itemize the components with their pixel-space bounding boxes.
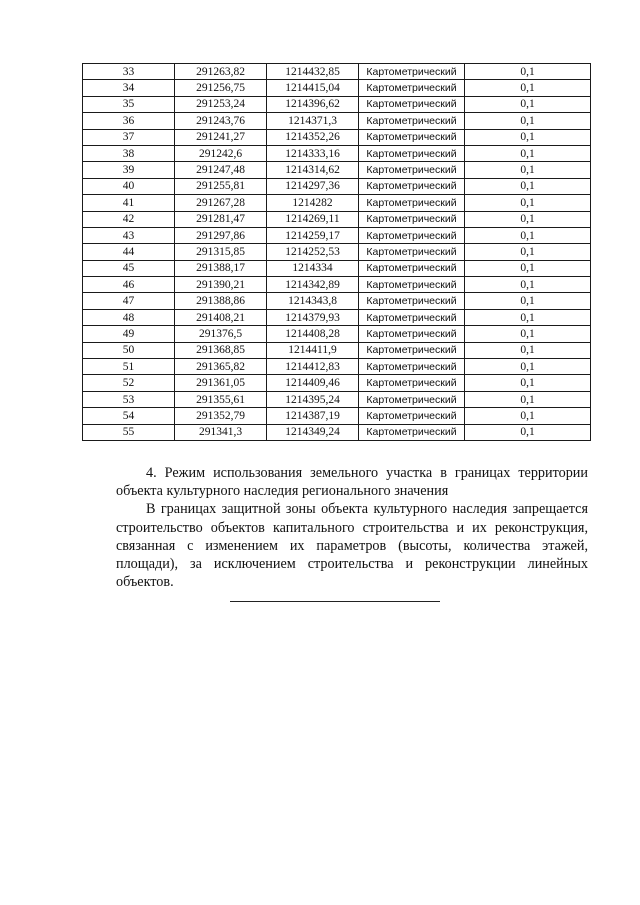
table-row <box>83 162 591 178</box>
table-row <box>83 326 591 342</box>
precision-cell: 0,1 <box>465 227 591 243</box>
point-number-cell: 48 <box>83 309 175 325</box>
y-coordinate-cell: 1214334 <box>267 260 359 276</box>
method-cell: Картометрический <box>359 64 465 80</box>
table-row <box>83 260 591 276</box>
y-coordinate-cell: 1214352,26 <box>267 129 359 145</box>
coordinates-table <box>82 63 591 441</box>
precision-cell: 0,1 <box>465 162 591 178</box>
precision-cell: 0,1 <box>465 326 591 342</box>
table-row <box>83 227 591 243</box>
y-coordinate-cell: 1214432,85 <box>267 64 359 80</box>
method-cell: Картометрический <box>359 162 465 178</box>
table-row <box>83 145 591 161</box>
method-cell: Картометрический <box>359 178 465 194</box>
point-number-cell: 54 <box>83 408 175 424</box>
point-number-cell: 43 <box>83 227 175 243</box>
x-coordinate-cell: 291315,85 <box>175 244 267 260</box>
precision-cell: 0,1 <box>465 293 591 309</box>
method-cell: Картометрический <box>359 293 465 309</box>
method-cell: Картометрический <box>359 408 465 424</box>
x-coordinate-cell: 291361,05 <box>175 375 267 391</box>
method-cell: Картометрический <box>359 244 465 260</box>
y-coordinate-cell: 1214408,28 <box>267 326 359 342</box>
y-coordinate-cell: 1214412,83 <box>267 359 359 375</box>
method-cell: Картометрический <box>359 80 465 96</box>
point-number-cell: 52 <box>83 375 175 391</box>
precision-cell: 0,1 <box>465 80 591 96</box>
x-coordinate-cell: 291243,76 <box>175 113 267 129</box>
method-cell: Картометрический <box>359 342 465 358</box>
point-number-cell: 55 <box>83 424 175 440</box>
precision-cell: 0,1 <box>465 96 591 112</box>
point-number-cell: 37 <box>83 129 175 145</box>
table-row <box>83 178 591 194</box>
point-number-cell: 47 <box>83 293 175 309</box>
table-row <box>83 195 591 211</box>
point-number-cell: 51 <box>83 359 175 375</box>
table-row <box>83 375 591 391</box>
y-coordinate-cell: 1214342,89 <box>267 277 359 293</box>
method-cell: Картометрический <box>359 211 465 227</box>
x-coordinate-cell: 291352,79 <box>175 408 267 424</box>
method-cell: Картометрический <box>359 391 465 407</box>
table-row <box>83 129 591 145</box>
table-row <box>83 359 591 375</box>
method-cell: Картометрический <box>359 309 465 325</box>
precision-cell: 0,1 <box>465 64 591 80</box>
point-number-cell: 39 <box>83 162 175 178</box>
point-number-cell: 36 <box>83 113 175 129</box>
table-row <box>83 277 591 293</box>
y-coordinate-cell: 1214314,62 <box>267 162 359 178</box>
x-coordinate-cell: 291267,28 <box>175 195 267 211</box>
precision-cell: 0,1 <box>465 359 591 375</box>
y-coordinate-cell: 1214396,62 <box>267 96 359 112</box>
x-coordinate-cell: 291355,61 <box>175 391 267 407</box>
y-coordinate-cell: 1214379,93 <box>267 309 359 325</box>
table-row <box>83 211 591 227</box>
method-cell: Картометрический <box>359 195 465 211</box>
precision-cell: 0,1 <box>465 113 591 129</box>
x-coordinate-cell: 291388,86 <box>175 293 267 309</box>
table-row <box>83 64 591 80</box>
point-number-cell: 41 <box>83 195 175 211</box>
table-row <box>83 391 591 407</box>
table-row <box>83 408 591 424</box>
point-number-cell: 49 <box>83 326 175 342</box>
point-number-cell: 35 <box>83 96 175 112</box>
point-number-cell: 38 <box>83 145 175 161</box>
x-coordinate-cell: 291263,82 <box>175 64 267 80</box>
table-row <box>83 244 591 260</box>
y-coordinate-cell: 1214409,46 <box>267 375 359 391</box>
table-row <box>83 309 591 325</box>
precision-cell: 0,1 <box>465 408 591 424</box>
separator-line <box>230 601 440 602</box>
coordinates-table-body <box>83 64 591 441</box>
precision-cell: 0,1 <box>465 309 591 325</box>
point-number-cell: 33 <box>83 64 175 80</box>
x-coordinate-cell: 291408,21 <box>175 309 267 325</box>
table-row <box>83 96 591 112</box>
x-coordinate-cell: 291253,24 <box>175 96 267 112</box>
x-coordinate-cell: 291242,6 <box>175 145 267 161</box>
precision-cell: 0,1 <box>465 277 591 293</box>
section-text <box>116 464 588 591</box>
x-coordinate-cell: 291341,3 <box>175 424 267 440</box>
point-number-cell: 46 <box>83 277 175 293</box>
point-number-cell: 45 <box>83 260 175 276</box>
point-number-cell: 50 <box>83 342 175 358</box>
section-body: В границах защитной зоны объекта культурного наследия запрещается строительство объектов капитального строительства и их реконструкция, связанная с изменением их параметров (высоты, количества этажей, площади), за исключением строительства и реконструкции линейных объектов. <box>116 501 588 591</box>
method-cell: Картометрический <box>359 260 465 276</box>
method-cell: Картометрический <box>359 129 465 145</box>
table-row <box>83 113 591 129</box>
method-cell: Картометрический <box>359 326 465 342</box>
precision-cell: 0,1 <box>465 424 591 440</box>
table-row <box>83 342 591 358</box>
precision-cell: 0,1 <box>465 244 591 260</box>
point-number-cell: 40 <box>83 178 175 194</box>
method-cell: Картометрический <box>359 113 465 129</box>
point-number-cell: 44 <box>83 244 175 260</box>
y-coordinate-cell: 1214371,3 <box>267 113 359 129</box>
precision-cell: 0,1 <box>465 375 591 391</box>
y-coordinate-cell: 1214333,16 <box>267 145 359 161</box>
precision-cell: 0,1 <box>465 145 591 161</box>
section-heading: 4. Режим использования земельного участка в границах территории объекта культурного наследия регионального значения <box>116 465 588 500</box>
table-row <box>83 424 591 440</box>
precision-cell: 0,1 <box>465 260 591 276</box>
x-coordinate-cell: 291297,86 <box>175 227 267 243</box>
y-coordinate-cell: 1214269,11 <box>267 211 359 227</box>
x-coordinate-cell: 291390,21 <box>175 277 267 293</box>
method-cell: Картометрический <box>359 375 465 391</box>
x-coordinate-cell: 291255,81 <box>175 178 267 194</box>
y-coordinate-cell: 1214415,04 <box>267 80 359 96</box>
precision-cell: 0,1 <box>465 129 591 145</box>
x-coordinate-cell: 291388,17 <box>175 260 267 276</box>
table-row <box>83 80 591 96</box>
y-coordinate-cell: 1214343,8 <box>267 293 359 309</box>
x-coordinate-cell: 291368,85 <box>175 342 267 358</box>
x-coordinate-cell: 291247,48 <box>175 162 267 178</box>
y-coordinate-cell: 1214252,53 <box>267 244 359 260</box>
point-number-cell: 42 <box>83 211 175 227</box>
table-row <box>83 293 591 309</box>
y-coordinate-cell: 1214259,17 <box>267 227 359 243</box>
point-number-cell: 34 <box>83 80 175 96</box>
method-cell: Картометрический <box>359 424 465 440</box>
x-coordinate-cell: 291256,75 <box>175 80 267 96</box>
x-coordinate-cell: 291281,47 <box>175 211 267 227</box>
y-coordinate-cell: 1214411,9 <box>267 342 359 358</box>
y-coordinate-cell: 1214282 <box>267 195 359 211</box>
method-cell: Картометрический <box>359 277 465 293</box>
method-cell: Картометрический <box>359 227 465 243</box>
method-cell: Картометрический <box>359 96 465 112</box>
y-coordinate-cell: 1214395,24 <box>267 391 359 407</box>
y-coordinate-cell: 1214297,36 <box>267 178 359 194</box>
precision-cell: 0,1 <box>465 342 591 358</box>
method-cell: Картометрический <box>359 145 465 161</box>
precision-cell: 0,1 <box>465 178 591 194</box>
y-coordinate-cell: 1214387,19 <box>267 408 359 424</box>
precision-cell: 0,1 <box>465 195 591 211</box>
method-cell: Картометрический <box>359 359 465 375</box>
x-coordinate-cell: 291365,82 <box>175 359 267 375</box>
precision-cell: 0,1 <box>465 391 591 407</box>
x-coordinate-cell: 291376,5 <box>175 326 267 342</box>
precision-cell: 0,1 <box>465 211 591 227</box>
x-coordinate-cell: 291241,27 <box>175 129 267 145</box>
y-coordinate-cell: 1214349,24 <box>267 424 359 440</box>
point-number-cell: 53 <box>83 391 175 407</box>
